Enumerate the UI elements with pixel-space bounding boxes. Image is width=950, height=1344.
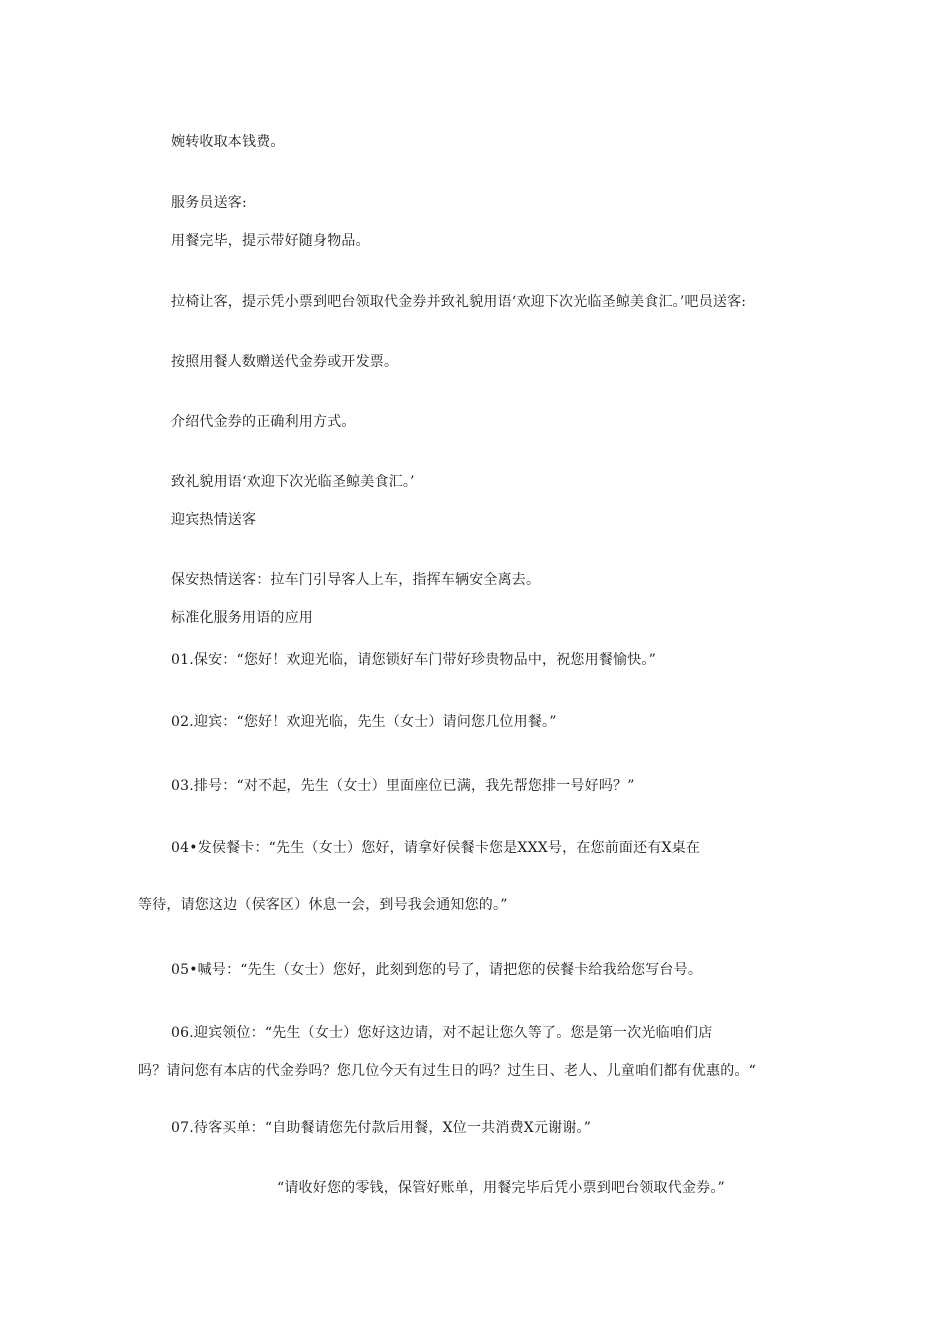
text-line: 致礼貌用语‘欢迎下次光临圣鲸美食汇。’ — [171, 474, 415, 490]
text-line: 01.保安：“您好！欢迎光临，请您锁好车门带好珍贵物品中，祝您用餐愉快。” — [171, 652, 656, 668]
text-line: 吗？请问您有本店的代金券吗？您几位今天有过生日的吗？过生日、老人、儿童咱们都有优惠的。“ — [138, 1063, 756, 1079]
text-line: 拉椅让客，提示凭小票到吧台领取代金券并致礼貌用语‘欢迎下次光临圣鲸美食汇。’吧员送客: — [171, 294, 747, 310]
text-line: 用餐完毕，提示带好随身物品。 — [171, 233, 370, 249]
section-heading: 迎宾热情送客 — [171, 512, 257, 528]
text-line: 婉转收取本钱费。 — [171, 134, 285, 150]
text-line: 06.迎宾领位：“先生（女士）您好这边请，对不起让您久等了。您是第一次光临咱们店 — [171, 1025, 713, 1041]
text-line: 07.待客买单：“自助餐请您先付款后用餐，X位一共消费X元谢谢。” — [171, 1120, 592, 1136]
text-line: 03.排号：“对不起，先生（女士）里面座位已满，我先帮您排一号好吗？” — [171, 778, 635, 794]
text-line: 按照用餐人数赠送代金券或开发票。 — [171, 354, 399, 370]
section-heading: 标准化服务用语的应用 — [171, 610, 313, 626]
text-line: 保安热情送客：拉车门引导客人上车，指挥车辆安全离去。 — [171, 572, 541, 588]
text-line: 05•喊号：“先生（女士）您好，此刻到您的号了，请把您的侯餐卡给我给您写台号。 — [171, 962, 703, 978]
text-line: 02.迎宾：“您好！欢迎光临，先生（女士）请问您几位用餐。” — [171, 714, 557, 730]
text-line: 介绍代金券的正确利用方式。 — [171, 414, 356, 430]
text-line: 04•发侯餐卡：“先生（女士）您好，请拿好侯餐卡您是XXX号，在您前面还有X桌在 — [171, 840, 701, 856]
text-line: 等待，请您这边（侯客区）休息一会，到号我会通知您的。” — [138, 897, 508, 913]
text-line: 服务员送客: — [171, 195, 247, 211]
text-line: “请收好您的零钱，保管好账单，用餐完毕后凭小票到吧台领取代金券。” — [277, 1180, 725, 1196]
